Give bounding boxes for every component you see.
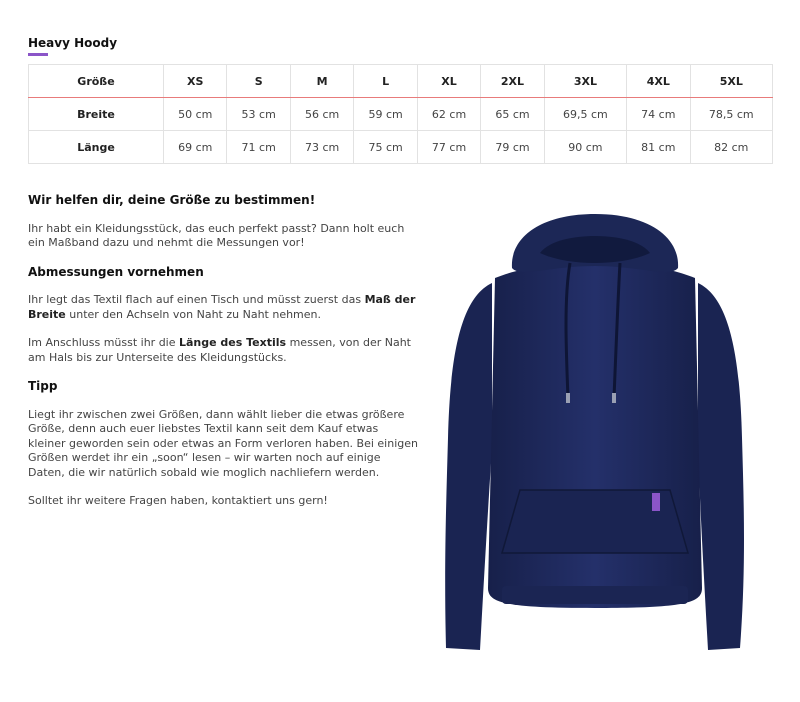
size-header-cell: 4XL [627, 65, 690, 98]
hoodie-pocket [502, 490, 688, 553]
table-cell: 81 cm [627, 131, 690, 164]
table-row [29, 131, 773, 164]
size-header-cell: XS [164, 65, 227, 98]
measure-p2-text-c: messen, von der Naht am Hals bis zur Unterseite des Kleidungstücks. [28, 336, 411, 364]
row-label-laenge: Länge [29, 131, 164, 164]
table-cell: 50 cm [164, 98, 227, 131]
measure-p1-text-a: Ihr legt das Textil flach auf einen Tisch und müsst zuerst das [28, 293, 365, 306]
help-intro: Ihr habt ein Kleidungsstück, das euch perfekt passt? Dann holt euch ein Maßband dazu und nehmt die Messungen vor! [28, 221, 405, 249]
hoodie-body [488, 263, 702, 608]
measure-p1-bold: Maß der Breite [28, 293, 416, 321]
table-cell: 73 cm [290, 131, 353, 164]
size-table-header-row [29, 65, 773, 98]
table-cell: 65 cm [481, 98, 544, 131]
size-header-cell: 3XL [544, 65, 626, 98]
table-cell: 75 cm [354, 131, 417, 164]
measure-paragraph-2 [28, 336, 418, 365]
size-header-cell: 2XL [481, 65, 544, 98]
size-header-cell: L [354, 65, 417, 98]
product-title: Heavy Hoody [28, 36, 118, 50]
hoodie-waistband [502, 586, 688, 604]
hoodie-image [440, 208, 750, 660]
table-cell: 69 cm [164, 131, 227, 164]
table-cell: 53 cm [227, 98, 290, 131]
hoodie-drawstring-tip-left [566, 393, 570, 403]
table-cell: 71 cm [227, 131, 290, 164]
measure-p2-bold: Länge des Textils [179, 336, 287, 349]
measure-heading: Abmessungen vornehmen [28, 264, 204, 279]
contact-paragraph: Solltet ihr weitere Fragen haben, kontaktiert uns gern! [28, 494, 328, 507]
size-table [28, 64, 773, 164]
table-cell: 78,5 cm [690, 98, 772, 131]
table-cell: 62 cm [417, 98, 480, 131]
measure-paragraph-1 [28, 293, 418, 322]
table-cell: 79 cm [481, 131, 544, 164]
hoodie-purple-label [652, 493, 660, 511]
table-cell: 82 cm [690, 131, 772, 164]
row-label-breite: Breite [29, 98, 164, 131]
measure-p1-text-c: unter den Achseln von Naht zu Naht nehmen. [65, 307, 322, 321]
size-header-cell: M [290, 65, 353, 98]
hoodie-drawstring-tip-right [612, 393, 616, 403]
table-cell: 56 cm [290, 98, 353, 131]
table-cell: 77 cm [417, 131, 480, 164]
size-advice-text [28, 193, 418, 523]
table-cell: 69,5 cm [544, 98, 626, 131]
tip-heading: Tipp [28, 379, 58, 393]
size-header-cell: S [227, 65, 290, 98]
size-header-label: Größe [29, 65, 164, 98]
size-header-cell: 5XL [690, 65, 772, 98]
size-header-cell: XL [417, 65, 480, 98]
table-cell: 59 cm [354, 98, 417, 131]
tip-paragraph: Liegt ihr zwischen zwei Größen, dann wählt lieber die etwas größere Größe, denn auch euer liebstes Textil kann seit dem Kauf etwas kleiner geworden sein oder etwas an Form verloren haben. Bei einigen Größen werdet ihr ein „soon“ lesen – wir warten noch auf einige Daten, die wir natürlich sobald wie moglich nachliefern werden. [28, 407, 418, 479]
hoodie-left-sleeve [445, 283, 492, 650]
table-cell: 90 cm [544, 131, 626, 164]
table-cell: 74 cm [627, 98, 690, 131]
help-heading: Wir helfen dir, deine Größe zu bestimmen! [28, 193, 316, 207]
hoodie-right-sleeve [698, 283, 744, 650]
title-accent-bar [28, 53, 48, 56]
table-row [29, 98, 773, 131]
measure-p2-text-a: Im Anschluss müsst ihr die [28, 336, 179, 349]
